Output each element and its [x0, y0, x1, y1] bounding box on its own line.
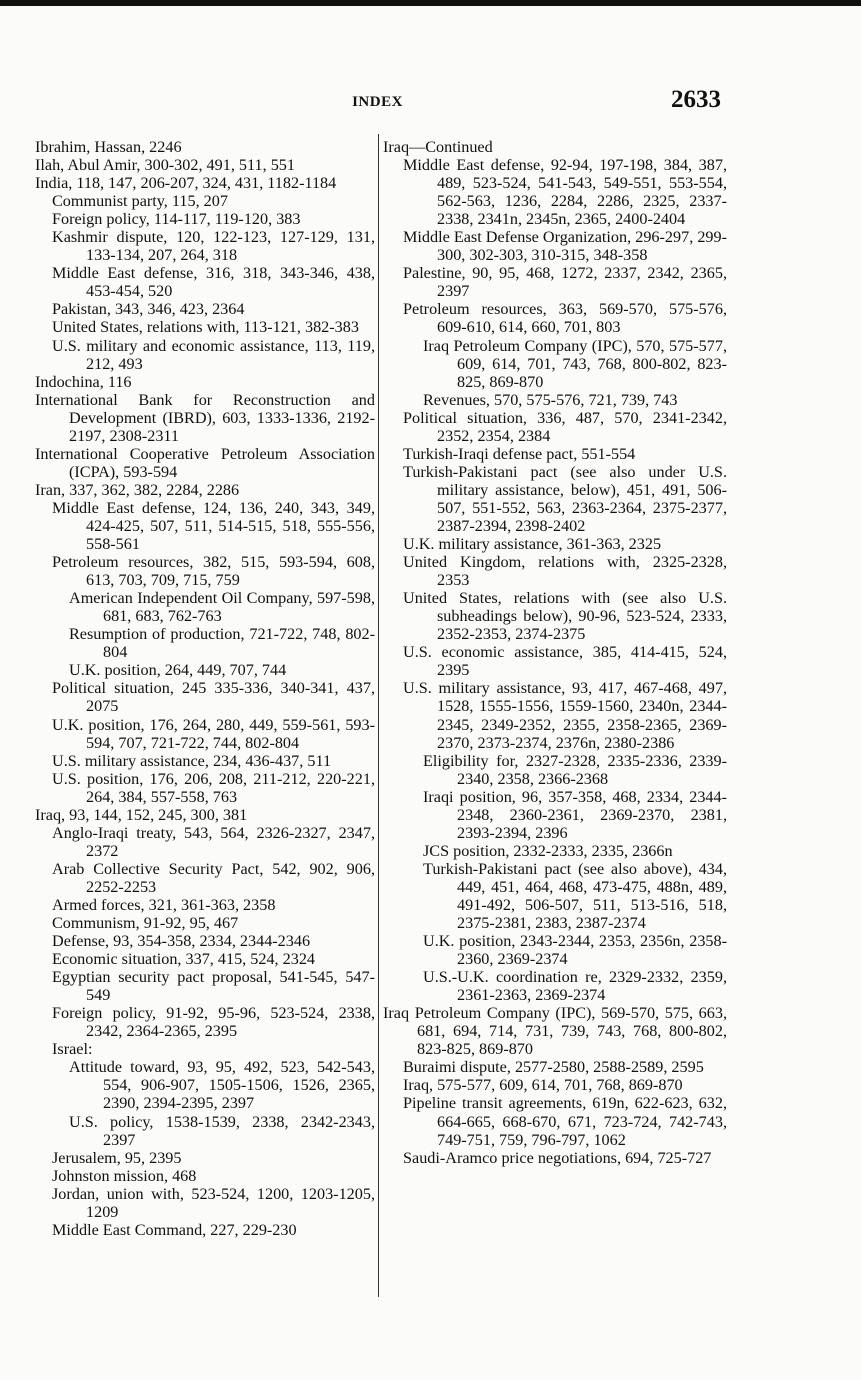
index-entry: U.K. position, 264, 449, 707, 744: [69, 661, 287, 680]
index-entry: Jordan, union with, 523-524, 1200, 1203-1205, 1209: [52, 1184, 375, 1221]
index-entry: United States, relations with (see also U.S. subheadings below), 90-96, 523-524, 2333, 2352-2353, 2374-2375: [403, 589, 727, 644]
index-entry: Indochina, 116: [35, 372, 132, 391]
running-title: INDEX: [352, 94, 403, 110]
index-entry: Jerusalem, 95, 2395: [52, 1148, 182, 1167]
index-entry: Political situation, 336, 487, 570, 2341-2342, 2352, 2354, 2384: [403, 408, 727, 445]
index-entry: Anglo-Iraqi treaty, 543, 564, 2326-2327, 2347, 2372: [52, 823, 375, 860]
index-entry: Egyptian security pact proposal, 541-545, 547-549: [52, 968, 375, 1005]
index-entry: Economic situation, 337, 415, 524, 2324: [52, 950, 316, 969]
index-entry: Middle East defense, 124, 136, 240, 343, 349, 424-425, 507, 511, 514-515, 518, 555-556, 558-561: [52, 498, 375, 554]
index-entry: Eligibility for, 2327-2328, 2335-2336, 2339-2340, 2358, 2366-2368: [423, 751, 727, 788]
index-entry: Defense, 93, 354-358, 2334, 2344-2346: [52, 932, 311, 951]
index-entry: U.S. policy, 1538-1539, 2338, 2342-2343, 2397: [69, 1112, 375, 1149]
index-entry: United Kingdom, relations with, 2325-2328, 2353: [403, 553, 727, 590]
index-entry: Iran, 337, 362, 382, 2284, 2286: [35, 480, 240, 499]
index-entry: Israel:: [52, 1040, 93, 1059]
index-entry: U.K. position, 176, 264, 280, 449, 559-561, 593-594, 707, 721-722, 744, 802-804: [52, 715, 375, 752]
index-entry: U.S. military and economic assistance, 113, 119, 212, 493: [52, 336, 375, 373]
index-entry: Turkish-Pakistani pact (see also under U.S. military assistance, below), 451, 491, 506-507, 551-552, 563, 2363-2364, 2375-2377, 2387-2394, 2398-2402: [403, 462, 727, 535]
index-entry: JCS position, 2332-2333, 2335, 2366n: [423, 841, 673, 860]
index-column-right: [383, 138, 727, 1167]
index-entry: American Independent Oil Company, 597-598, 681, 683, 762-763: [69, 589, 375, 626]
index-entry: India, 118, 147, 206-207, 324, 431, 1182-1184: [35, 174, 337, 193]
index-entry: U.S.-U.K. coordination re, 2329-2332, 2359, 2361-2363, 2369-2374: [423, 968, 727, 1005]
index-entry: Communist party, 115, 207: [52, 192, 228, 211]
page-number: 2633: [671, 86, 721, 113]
index-entry: Pakistan, 343, 346, 423, 2364: [52, 300, 245, 319]
index-entry: Palestine, 90, 95, 468, 1272, 2337, 2342, 2365, 2397: [403, 264, 727, 301]
index-entry: Arab Collective Security Pact, 542, 902, 906, 2252-2253: [52, 859, 375, 896]
index-entry: Foreign policy, 114-117, 119-120, 383: [52, 210, 301, 229]
index-entry: Pipeline transit agreements, 619n, 622-623, 632, 664-665, 668-670, 671, 723-724, 742-743, 749-751, 759, 796-797, 1062: [403, 1094, 727, 1149]
index-entry: U.K. position, 2343-2344, 2353, 2356n, 2358-2360, 2369-2374: [423, 932, 727, 969]
index-entry: U.S. military assistance, 234, 436-437, 511: [52, 751, 332, 770]
index-entry: Political situation, 245 335-336, 340-341, 437, 2075: [52, 679, 375, 716]
index-entry: Middle East Defense Organization, 296-297, 299-300, 302-303, 310-315, 348-358: [403, 228, 727, 265]
index-entry: Ibrahim, Hassan, 2246: [35, 138, 182, 156]
index-entry: Iraq Petroleum Company (IPC), 570, 575-577, 609, 614, 701, 743, 768, 800-802, 823-825, 869-870: [423, 336, 727, 391]
index-entry: Middle East Command, 227, 229-230: [52, 1220, 297, 1239]
index-entry: Iraqi position, 96, 357-358, 468, 2334, 2344-2348, 2360-2361, 2369-2370, 2381, 2393-2394, 2396: [423, 787, 727, 842]
index-entry: Middle East defense, 316, 318, 343-346, 438, 453-454, 520: [52, 264, 375, 301]
column-divider: [378, 134, 379, 1297]
index-entry: Kashmir dispute, 120, 122-123, 127-129, 131, 133-134, 207, 264, 318: [52, 228, 375, 265]
index-entry: Middle East defense, 92-94, 197-198, 384, 387, 489, 523-524, 541-543, 549-551, 553-554, 562-563, 1236, 2284, 2286, 2325, 2337-2338, 2341n, 2345n, 2365, 2400-2404: [403, 156, 727, 229]
index-entry: Petroleum resources, 382, 515, 593-594, 608, 613, 703, 709, 715, 759: [52, 553, 375, 590]
index-entry: Iraq, 575-577, 609, 614, 701, 768, 869-870: [403, 1076, 683, 1095]
index-entry: Iraq Petroleum Company (IPC), 569-570, 575, 663, 681, 694, 714, 731, 739, 743, 768, 800-802, 823-825, 869-870: [383, 1004, 727, 1059]
index-entry: Attitude toward, 93, 95, 492, 523, 542-543, 554, 906-907, 1505-1506, 1526, 2365, 2390, 2394-2395, 2397: [69, 1058, 375, 1113]
index-entry: U.S. military assistance, 93, 417, 467-468, 497, 1528, 1555-1556, 1559-1560, 2340n, 2344-2345, 2349-2352, 2355, 2358-2365, 2369-2370, 2373-2374, 2376n, 2380-2386: [403, 679, 727, 752]
page-top-edge: [0, 0, 861, 6]
index-entry: Armed forces, 321, 361-363, 2358: [52, 895, 276, 914]
index-entry: U.S. position, 176, 206, 208, 211-212, 220-221, 264, 384, 557-558, 763: [52, 769, 375, 806]
index-entry: Johnston mission, 468: [52, 1166, 197, 1185]
index-column-left: [35, 138, 375, 1239]
index-entry: International Bank for Reconstruction and Development (IBRD), 603, 1333-1336, 2192-2197, 2308-2311: [35, 390, 375, 445]
index-entry: Resumption of production, 721-722, 748, 802-804: [69, 625, 375, 662]
index-entry: United States, relations with, 113-121, 382-383: [52, 318, 359, 337]
index-entry: Iraq, 93, 144, 152, 245, 300, 381: [35, 805, 248, 824]
index-entry: Petroleum resources, 363, 569-570, 575-576, 609-610, 614, 660, 701, 803: [403, 300, 727, 337]
index-entry: Ilah, Abul Amir, 300-302, 491, 511, 551: [35, 156, 295, 175]
index-entry: Iraq—Continued: [383, 138, 493, 156]
index-entry: Revenues, 570, 575-576, 721, 739, 743: [423, 390, 678, 409]
index-entry: Communism, 91-92, 95, 467: [52, 914, 239, 933]
index-entry: U.K. military assistance, 361-363, 2325: [403, 535, 662, 554]
index-entry: Turkish-Pakistani pact (see also above), 434, 449, 451, 464, 468, 473-475, 488n, 489, 491-492, 506-507, 511, 513-516, 518, 2375-2381, 2383, 2387-2374: [423, 859, 727, 933]
index-entry: U.S. economic assistance, 385, 414-415, 524, 2395: [403, 643, 727, 680]
index-entry: International Cooperative Petroleum Association (ICPA), 593-594: [35, 444, 375, 481]
index-entry: Saudi-Aramco price negotiations, 694, 725-727: [403, 1148, 712, 1167]
index-entry: Turkish-Iraqi defense pact, 551-554: [403, 444, 636, 463]
index-entry: Buraimi dispute, 2577-2580, 2588-2589, 2595: [403, 1058, 704, 1077]
index-entry: Foreign policy, 91-92, 95-96, 523-524, 2338, 2342, 2364-2365, 2395: [52, 1004, 375, 1041]
